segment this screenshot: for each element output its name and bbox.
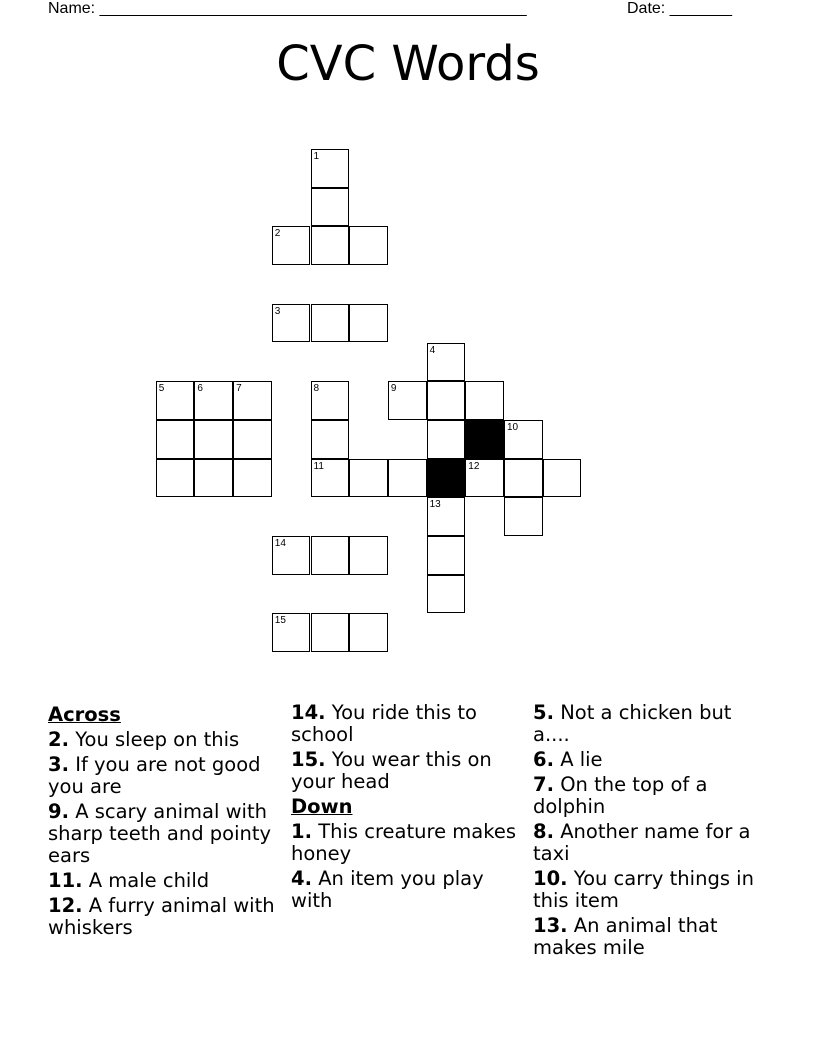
clue-down-10: 10. You carry things in this item [533, 867, 754, 912]
grid-cell[interactable] [272, 226, 311, 265]
clue-across-14: 14. You ride this to school [291, 701, 477, 746]
grid-cell[interactable] [272, 613, 311, 652]
clue-across-15: 15. You wear this on your head [291, 748, 492, 793]
grid-cell-number: 2 [274, 228, 281, 240]
grid-cell[interactable] [311, 381, 350, 420]
grid-cell-number: 8 [313, 383, 320, 395]
clue-down-4: 4. An item you play with [291, 867, 484, 912]
clues-column-2 [291, 702, 526, 915]
grid-cell-number: 5 [158, 383, 165, 395]
grid-cell-number: 4 [429, 344, 436, 356]
grid-cell-number: 1 [313, 151, 320, 162]
grid-cell[interactable] [504, 497, 543, 536]
grid-cell-number: 10 [507, 421, 519, 433]
grid-cell[interactable] [233, 420, 272, 459]
grid-cell[interactable] [427, 575, 466, 614]
grid-cell-number: 11 [313, 460, 324, 472]
across-heading: Across [48, 703, 121, 726]
grid-cell[interactable] [504, 420, 543, 459]
page-title: CVC Words [276, 36, 540, 92]
grid-cell[interactable] [427, 420, 466, 459]
grid-cell[interactable] [311, 188, 350, 227]
grid-cell[interactable] [194, 459, 233, 498]
grid-cell[interactable] [194, 381, 233, 420]
clue-down-8: 8. Another name for a taxi [533, 820, 751, 865]
grid-cell[interactable] [349, 613, 388, 652]
grid-cell[interactable] [272, 536, 311, 575]
grid-cell[interactable] [311, 536, 350, 575]
grid-cell[interactable] [543, 459, 582, 498]
grid-cell-number: 12 [468, 460, 480, 472]
grid-cell[interactable] [156, 381, 195, 420]
grid-cell[interactable] [233, 459, 272, 498]
down-heading: Down [291, 795, 353, 818]
grid-cell-number: 9 [390, 383, 397, 395]
clue-across-3: 3. If you are not good you are [48, 753, 261, 798]
grid-cell-number: 6 [197, 383, 203, 395]
grid-cell-number: 13 [429, 499, 441, 511]
grid-cell[interactable] [427, 497, 466, 536]
grid-cell[interactable] [388, 459, 427, 498]
name-field-label: Name: ________________________________________________ [48, 0, 527, 17]
grid-cell[interactable] [194, 420, 233, 459]
clues-column-1 [48, 702, 283, 942]
clue-across-11: 11. A male child [48, 869, 210, 892]
grid-cell-number: 3 [274, 305, 281, 317]
grid-cell[interactable] [427, 343, 466, 382]
grid-cell-number: 14 [274, 538, 286, 549]
grid-block-cell [427, 459, 466, 498]
grid-cell[interactable] [349, 459, 388, 498]
clue-down-5: 5. Not a chicken but a.... [533, 701, 732, 746]
grid-cell[interactable] [311, 420, 350, 459]
clue-across-2: 2. You sleep on this [48, 728, 240, 751]
grid-cell[interactable] [465, 381, 504, 420]
clue-down-13: 13. An animal that makes mile [533, 914, 718, 959]
grid-block-cell [465, 420, 504, 459]
clue-down-7: 7. On the top of a dolphin [533, 773, 708, 818]
grid-cell[interactable] [427, 536, 466, 575]
grid-cell[interactable] [156, 420, 195, 459]
grid-cell-number: 15 [274, 615, 286, 627]
grid-cell[interactable] [233, 381, 272, 420]
grid-cell[interactable] [349, 536, 388, 575]
grid-cell[interactable] [311, 226, 350, 265]
grid-cell[interactable] [349, 304, 388, 343]
date-field-label: Date: _______ [627, 0, 732, 17]
clues-column-3 [533, 702, 768, 962]
grid-cell[interactable] [156, 459, 195, 498]
grid-cell[interactable] [311, 613, 350, 652]
grid-cell[interactable] [388, 381, 427, 420]
grid-cell[interactable] [504, 459, 543, 498]
clue-across-12: 12. A furry animal with whiskers [48, 894, 275, 939]
grid-cell[interactable] [465, 459, 504, 498]
clue-across-9: 9. A scary animal with sharp teeth and pointy ears [48, 800, 272, 867]
grid-cell[interactable] [311, 149, 350, 188]
grid-cell[interactable] [349, 226, 388, 265]
clue-down-1: 1. This creature makes honey [291, 820, 516, 865]
grid-cell[interactable] [272, 304, 311, 343]
grid-cell-number: 7 [236, 383, 242, 395]
grid-cell[interactable] [311, 459, 350, 498]
grid-cell[interactable] [311, 304, 350, 343]
clue-down-6: 6. A lie [533, 748, 603, 771]
grid-cell[interactable] [427, 381, 466, 420]
